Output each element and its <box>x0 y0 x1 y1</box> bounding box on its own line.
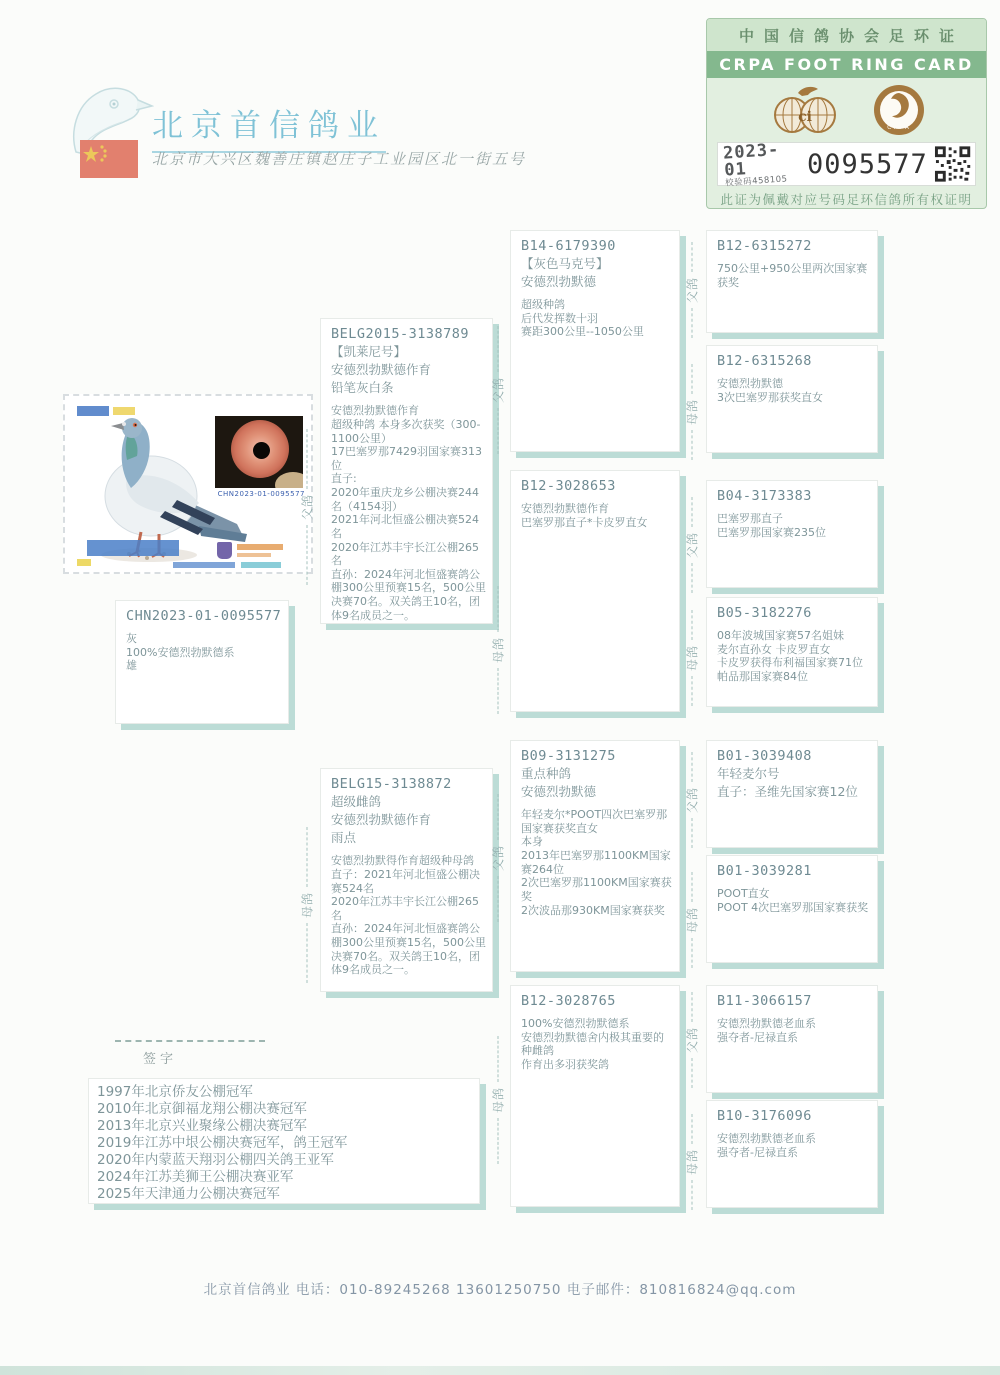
pedigree-text-line: 2021年河北恒盛公棚决赛524名 <box>331 513 479 540</box>
ring-check-code: 校验码458105 <box>724 174 788 189</box>
photo-decoration <box>173 562 235 568</box>
mother-connector-label: 母鸽 <box>299 827 316 983</box>
pedigree-text-line: 安德烈勃默德作育 <box>331 404 419 418</box>
father-connector-label: 父鸽 <box>490 794 507 922</box>
ring-number: B11-3066157 <box>717 993 812 1009</box>
china-flag-icon <box>80 140 138 178</box>
pedigree-text-line: 超级雌鸽 <box>331 793 382 809</box>
signature-line <box>115 1040 265 1042</box>
ring-number: B04-3173383 <box>717 488 812 504</box>
pedigree-text-line: 灰 <box>126 631 137 645</box>
father-connector-label: 父鸽 <box>684 752 701 848</box>
mother-connector-label: 母鸽 <box>684 1114 701 1210</box>
achievement-line: 1997年北京侨友公棚冠军 <box>97 1084 253 1100</box>
ring-number: B12-6315272 <box>717 238 812 254</box>
pedigree-text-line: 超级种鸽 <box>521 298 565 312</box>
photo-decoration <box>237 544 283 550</box>
great-grandparent-box-4 <box>706 597 878 707</box>
pedigree-text-line: 卡皮罗获得布利福国家赛71位帕品那国家赛84位 <box>717 656 863 683</box>
mother-connector-label: 母鸽 <box>490 1036 507 1164</box>
pedigree-text-line: 2020年江苏丰宇长江公棚265名 <box>331 895 479 922</box>
mother-connector-label: 母鸽 <box>684 610 701 706</box>
pedigree-text-line: POOT直女 <box>717 886 770 900</box>
father-connector-label: 父鸽 <box>490 326 507 454</box>
father-connector-label: 父鸽 <box>299 429 316 585</box>
grandfather-maternal-box <box>510 740 680 972</box>
ring-number: B12-3028765 <box>521 993 616 1009</box>
ring-number: B01-3039281 <box>717 863 812 879</box>
ring-number: CHN2023-01-0095577 <box>126 608 282 624</box>
mother-connector-label: 母鸽 <box>490 586 507 714</box>
pedigree-text-line: 安德烈勃默德老血系 <box>717 1131 816 1145</box>
pedigree-text-line: POOT 4次巴塞罗那国家赛获奖 <box>717 900 869 914</box>
pedigree-text-line: 超级种鸽 本身多次获奖（300-1100公里） <box>331 417 481 445</box>
pedigree-text-line: 2013年巴塞罗那1100KM国家赛264位 <box>521 849 671 876</box>
ring-number: B09-3131275 <box>521 748 616 764</box>
pedigree-text-line: 安德烈勃默德 <box>521 784 597 799</box>
achievement-line: 2020年内蒙蓝天翔羽公棚四关鸽王亚军 <box>97 1152 334 1168</box>
pedigree-text-line: 巴塞罗那直子*卡皮罗直女 <box>521 515 648 529</box>
pedigree-text-line: 安德烈勃默德作育 <box>331 362 432 377</box>
ring-card-footer-text: 此证为佩戴对应号码足环信鸽所有权证明 <box>720 192 973 207</box>
company-address: 北京市大兴区魏善庄镇赵庄子工业园区北一街五号 <box>152 150 527 168</box>
crpa-emblem-icon <box>872 83 926 137</box>
pigeon-photo <box>63 394 313 574</box>
grandfather-paternal-box <box>510 230 680 452</box>
father-connector-label: 父鸽 <box>684 242 701 338</box>
pedigree-text-line: 【灰色马克号】 <box>521 255 609 271</box>
qr-code-icon <box>934 145 971 183</box>
pedigree-text-line: 后代发挥数十羽 <box>521 311 598 325</box>
svg-text:ci: ci <box>797 109 812 125</box>
pedigree-text-line: 安德烈勃默德 <box>717 376 783 390</box>
achievement-line: 2019年江苏中垠公棚决赛冠军，鸽王冠军 <box>97 1135 348 1151</box>
pedigree-text-line: 直孙：2024年河北恒盛赛鸽公棚300公里预赛15名，500公里决赛70名。双关鸽王10名，团体9名成员之一。 <box>331 922 486 977</box>
svg-text:CRPA: CRPA <box>886 124 911 131</box>
grandmother-maternal-box <box>510 985 680 1207</box>
pedigree-text-line: 强夺者-尼禄直系 <box>717 1030 798 1044</box>
pedigree-text-line: 100%安德烈勃默德系 <box>126 645 235 659</box>
great-grandparent-box-7 <box>706 985 878 1093</box>
pedigree-text-line: 安德烈勃默德 <box>521 274 597 289</box>
pedigree-text-line: 2次波品那930KM国家赛获奖 <box>521 903 665 917</box>
mother-connector-label: 母鸽 <box>684 872 701 968</box>
ring-year-code: 2023-01 <box>722 139 780 181</box>
pedigree-text-line: 安德烈勃默得作育超级种母鸽 <box>331 854 474 868</box>
great-grandparent-box-6 <box>706 855 878 963</box>
pedigree-text-line: 直子: <box>331 472 357 486</box>
mother-connector-label: 母鸽 <box>684 364 701 460</box>
pedigree-text-line: 年轻麦尔号 <box>717 765 780 781</box>
achievement-line: 2024年江苏美狮王公棚决赛亚军 <box>97 1169 294 1185</box>
crpa-foot-ring-card <box>706 18 987 209</box>
ring-number: B05-3182276 <box>717 605 812 621</box>
ring-card-title-cn: 中国信鸽协会足环证 <box>707 19 986 51</box>
father-box <box>320 318 493 624</box>
pedigree-text-line: 直子：圣维先国家赛12位 <box>717 784 858 799</box>
pedigree-text-line: 【凯莱尼号】 <box>331 343 407 359</box>
pedigree-text-line: 2020年重庆龙乡公棚决赛244名（4154羽） <box>331 486 479 513</box>
ring-number-box <box>717 139 976 189</box>
ring-number: BELG2015-3138789 <box>331 326 470 342</box>
mother-box <box>320 768 493 992</box>
photo-caption: CHN2023-01-0095577 <box>217 490 305 498</box>
photo-decoration <box>87 540 179 556</box>
page-footer-contact: 北京首信鸽业 电话：010-89245268 13601250750 电子邮件：810816824@qq.com <box>203 1282 797 1298</box>
pedigree-text-line: 雄 <box>126 659 137 673</box>
ring-number: B12-6315268 <box>717 353 812 369</box>
pedigree-text-line: 本身 <box>521 835 543 849</box>
fci-emblem-icon <box>768 83 844 137</box>
pedigree-text-line: 铅笔灰白条 <box>331 380 394 396</box>
pedigree-text-line: 作育出多羽获奖鸽 <box>521 1057 609 1071</box>
great-grandparent-box-5 <box>706 740 878 848</box>
pedigree-text-line: 年轻麦尔*POOT四次巴塞罗那国家赛获奖直女 <box>521 808 668 835</box>
photo-decoration <box>77 559 91 566</box>
subject-bird-box <box>115 600 289 724</box>
pedigree-text-line: 赛距300公里--1050公里 <box>521 325 644 339</box>
pedigree-text-line: 3次巴塞罗那获奖直女 <box>717 390 823 404</box>
father-connector-label: 父鸽 <box>684 992 701 1088</box>
pedigree-text-line: 安德烈勃默德老血系 <box>717 1016 816 1030</box>
pedigree-text-line: 强夺者-尼禄直系 <box>717 1145 798 1159</box>
great-grandparent-box-2 <box>706 345 878 453</box>
pedigree-text-line: 直孙：2024年河北恒盛赛鸽公棚300公里预赛15名，500公里决赛70名。双关鸽王10名，团体9名成员之一。 <box>331 567 486 622</box>
pedigree-text-line: 17巴塞罗那7429羽国家赛313位 <box>331 445 482 472</box>
pedigree-text-line: 08年波城国家赛57名姐妹 <box>717 628 844 642</box>
ring-number: BELG15-3138872 <box>331 776 452 792</box>
pedigree-text-line: 麦尔直孙女 卡皮罗直女 <box>717 642 831 656</box>
pedigree-text-line: 重点种鸽 <box>521 765 572 781</box>
ring-number: B01-3039408 <box>717 748 812 764</box>
pedigree-text-line: 巴塞罗那国家赛235位 <box>717 525 826 539</box>
pedigree-text-line: 巴塞罗那直子 <box>717 511 783 525</box>
pedigree-text-line: 雨点 <box>331 830 357 846</box>
photo-decoration <box>237 553 271 557</box>
achievements-box <box>88 1078 480 1204</box>
pedigree-text-line: 100%安德烈勃默德系 <box>521 1016 630 1030</box>
ring-number: B14-6179390 <box>521 238 616 254</box>
ring-number: B10-3176096 <box>717 1108 812 1124</box>
great-grandparent-box-8 <box>706 1100 878 1208</box>
ring-card-title-en: CRPA FOOT RING CARD <box>707 51 986 78</box>
great-grandparent-box-1 <box>706 230 878 333</box>
achievement-line: 2010年北京御福龙翔公棚决赛冠军 <box>97 1101 307 1117</box>
photo-decoration <box>241 562 281 568</box>
ring-number: 0095577 <box>807 148 928 180</box>
father-connector-label: 父鸽 <box>684 497 701 593</box>
pigeon-eye-photo <box>215 416 303 488</box>
ring-number: B12-3028653 <box>521 478 616 494</box>
achievement-line: 2025年天津通力公棚决赛冠军 <box>97 1186 280 1202</box>
photo-decoration <box>217 542 232 559</box>
achievement-line: 2013年北京兴业聚缘公棚决赛冠军 <box>97 1118 307 1134</box>
pedigree-text-line: 安德烈勃默德作育 <box>331 812 432 827</box>
pedigree-text-line: 直子：2021年河北恒盛公棚决赛524名 <box>331 867 480 895</box>
grandmother-paternal-box <box>510 470 680 712</box>
pedigree-text-line: 750公里+950公里两次国家赛获奖 <box>717 261 868 289</box>
pedigree-text-line: 2次巴塞罗那1100KM国家赛获奖 <box>521 876 672 903</box>
great-grandparent-box-3 <box>706 480 878 588</box>
pedigree-text-line: 安德烈勃默德舍内极其重要的种雌鸽 <box>521 1030 664 1058</box>
company-name: 北京首信鸽业 <box>152 100 386 153</box>
pedigree-text-line: 2020年江苏丰宇长江公棚265名 <box>331 540 479 568</box>
scan-edge-band <box>0 1366 1000 1375</box>
signature-label: 签字 <box>143 1052 178 1067</box>
pedigree-text-line: 安德烈勃默德作育 <box>521 501 609 515</box>
